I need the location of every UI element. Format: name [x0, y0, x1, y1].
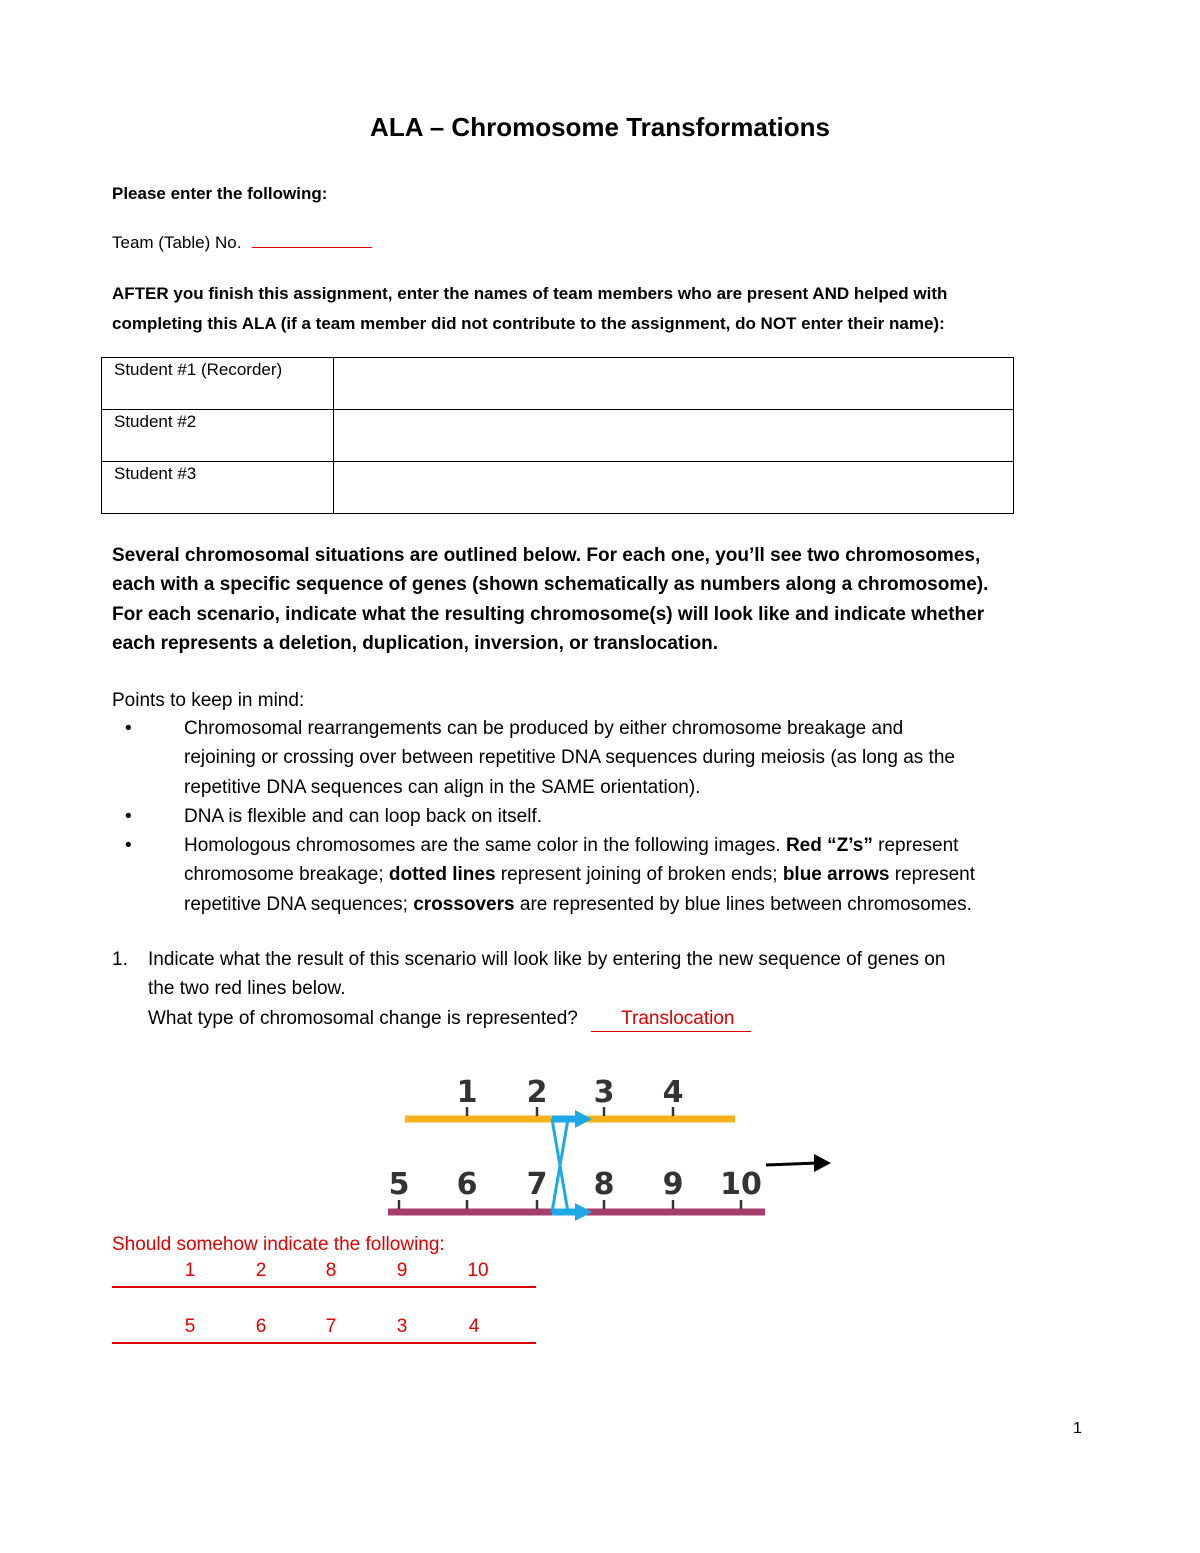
answer-gene: 4	[468, 1316, 480, 1337]
student-2-label: Student #2	[102, 410, 334, 462]
gene-label: 7	[526, 1167, 548, 1202]
point-text: chromosome breakage; dotted lines represent joining of broken ends; blue arrows represent	[184, 864, 976, 886]
answer-gene: 1	[184, 1260, 196, 1281]
intro-line: Several chromosomal situations are outlined below. For each one, you’ll see two chromosomes,	[112, 545, 981, 566]
team-number-label: Team (Table) No.	[112, 233, 242, 252]
after-instructions-line-2: completing this ALA (if a team member did not contribute to the assignment, do NOT enter their name):	[112, 314, 945, 333]
gene-label: 1	[456, 1075, 478, 1110]
answer-gene: 5	[184, 1316, 196, 1337]
intro-paragraph	[112, 541, 988, 658]
point-text: Chromosomal rearrangements can be produced by either chromosome breakage and	[184, 718, 904, 739]
team-number-blank[interactable]	[252, 229, 372, 248]
gene-label: 9	[662, 1167, 684, 1202]
gene-label: 5	[388, 1167, 410, 1202]
after-instructions-line-1: AFTER you finish this assignment, enter the names of team members who are present AND helped with	[112, 284, 948, 303]
student-1-name-field[interactable]	[334, 358, 1014, 410]
answer-gene: 9	[396, 1260, 408, 1281]
question-line: the two red lines below.	[148, 978, 346, 1000]
students-table	[101, 357, 1014, 514]
question-1	[112, 945, 1112, 1033]
intro-line: For each scenario, indicate what the resulting chromosome(s) will look like and indicate whether	[112, 603, 985, 625]
gene-label: 8	[593, 1167, 615, 1202]
bullet-icon: •	[125, 835, 132, 857]
direction-arrow-head	[814, 1154, 831, 1172]
list-item	[118, 802, 1108, 831]
student-3-label: Student #3	[102, 462, 334, 514]
answer-gene: 3	[396, 1316, 408, 1337]
page-title: ALA – Chromosome Transformations	[370, 112, 830, 142]
table-row	[102, 358, 1014, 410]
points-list	[118, 714, 1108, 919]
change-type-answer[interactable]: Translocation	[591, 1007, 751, 1032]
direction-arrow-icon	[766, 1163, 818, 1165]
point-text: Homologous chromosomes are the same color in the following images. Red “Z’s” represent	[184, 835, 959, 857]
gene-label: 3	[593, 1075, 615, 1110]
points-heading: Points to keep in mind:	[112, 690, 305, 711]
answer-line-2[interactable]	[112, 1316, 536, 1344]
gene-label: 4	[662, 1075, 684, 1110]
repeat-arrow-bottom-head	[575, 1203, 592, 1221]
answer-gene: 2	[255, 1260, 267, 1281]
gene-label: 2	[526, 1075, 548, 1110]
student-2-name-field[interactable]	[334, 410, 1014, 462]
point-text: repetitive DNA sequences; crossovers are represented by blue lines between chromosomes.	[184, 893, 972, 915]
chromosome-diagram	[380, 1060, 850, 1225]
question-number: 1.	[112, 949, 128, 970]
bullet-icon: •	[125, 805, 132, 827]
question-line: Indicate what the result of this scenario will look like by entering the new sequence of genes on	[148, 949, 946, 970]
answer-gene: 10	[467, 1260, 489, 1281]
team-number-row	[112, 228, 372, 258]
answer-gene: 7	[325, 1316, 337, 1337]
intro-line: each represents a deletion, duplication, inversion, or translocation.	[112, 632, 719, 654]
list-item	[118, 831, 1108, 919]
question-line: What type of chromosomal change is represented? Translocation	[148, 1004, 1112, 1033]
table-row	[102, 462, 1014, 514]
repeat-arrow-top-head	[575, 1110, 592, 1128]
gene-label: 10	[720, 1167, 762, 1202]
answer-gene: 6	[255, 1316, 267, 1337]
page-number: 1	[1073, 1420, 1082, 1437]
answer-line-1[interactable]	[112, 1260, 536, 1288]
student-3-name-field[interactable]	[334, 462, 1014, 514]
intro-line: each with a specific sequence of genes (shown schematically as numbers along a chromosome).	[112, 574, 989, 596]
bullet-icon: •	[125, 718, 132, 739]
answer-gene: 8	[325, 1260, 337, 1281]
point-text: rejoining or crossing over between repetitive DNA sequences during meiosis (as long as the	[184, 747, 955, 769]
point-text: DNA is flexible and can loop back on itself.	[184, 805, 543, 827]
point-text: repetitive DNA sequences can align in the SAME orientation).	[184, 776, 701, 798]
table-row	[102, 410, 1014, 462]
answer-heading: Should somehow indicate the following:	[112, 1234, 445, 1255]
list-item	[118, 714, 1108, 802]
please-enter-label: Please enter the following:	[112, 184, 328, 203]
gene-label: 6	[456, 1167, 478, 1202]
student-1-label: Student #1 (Recorder)	[102, 358, 334, 410]
